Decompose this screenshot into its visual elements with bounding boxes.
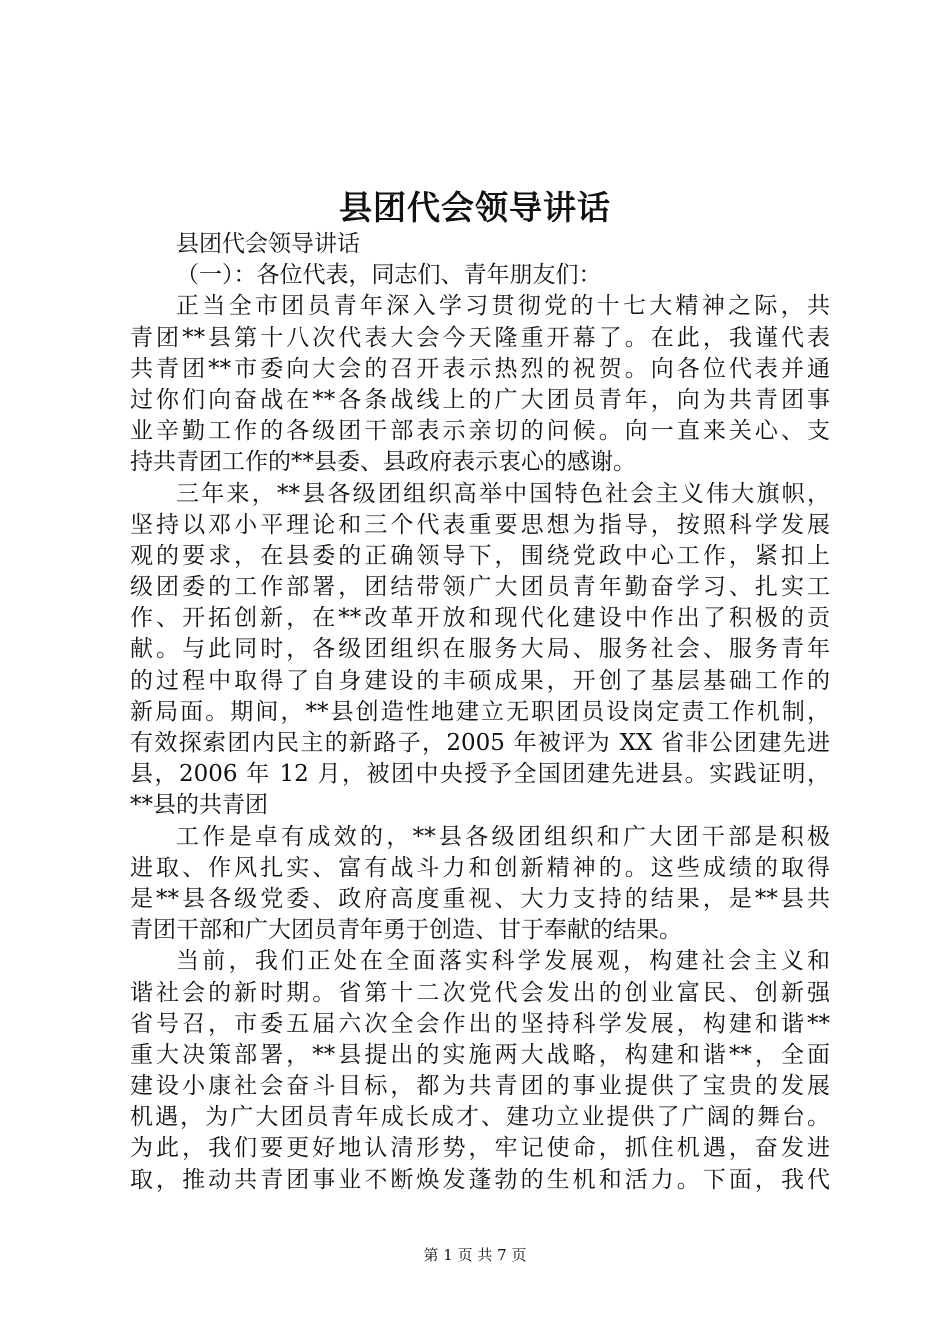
page-footer: 第 1 页 共 7 页 [423,1246,527,1264]
document-body [130,229,830,1196]
body-line: 献。与此同时，各级团组织在服务大局、服务社会、服务青年 [130,636,830,663]
body-line: 机遇，为广大团员青年成长成才、建功立业提供了广阔的舞台。 [130,1104,830,1131]
body-line: 坚持以邓小平理论和三个代表重要思想为指导，按照科学发展 [130,511,830,538]
body-line: 的过程中取得了自身建设的丰硕成果，开创了基层基础工作的 [130,667,830,694]
body-line: 是**县各级党委、政府高度重视、大力支持的结果，是**县共 [130,885,830,912]
body-line: 有效探索团内民主的新路子，2005 年被评为 XX 省非公团建先进 [130,730,830,756]
body-line: 业辛勤工作的各级团干部表示亲切的问候。向一直来关心、支 [130,418,830,445]
body-line: 工作是卓有成效的，**县各级团组织和广大团干部是积极 [176,823,830,850]
body-line: 持共青团工作的**县委、县政府表示衷心的感谢。 [130,449,636,476]
body-line: 进取、作风扎实、富有战斗力和创新精神的。这些成绩的取得 [130,854,830,881]
body-line: 省号召，市委五届六次全会作出的坚持科学发展，构建和谐** [130,1010,830,1037]
body-line: 为此，我们要更好地认清形势，牢记使命，抓住机遇，奋发进 [130,1135,830,1162]
body-line: 观的要求，在县委的正确领导下，围绕党政中心工作，紧扣上 [130,542,830,569]
body-line: 县团代会领导讲话 [176,231,360,257]
body-line: 作、开拓创新，在**改革开放和现代化建设中作出了积极的贡 [130,605,830,632]
body-line: 过你们向奋战在**各条战线上的广大团员青年，向为共青团事 [130,386,830,413]
body-line: 级团委的工作部署，团结带领广大团员青年勤奋学习、扎实工 [130,574,830,601]
document-title: 县团代会领导讲话 [339,188,611,227]
body-line: 重大决策部署，**县提出的实施两大战略，构建和谐**，全面 [130,1041,830,1068]
body-line: 新局面。期间，**县创造性地建立无职团员设岗定责工作机制， [130,698,830,725]
body-line: 正当全市团员青年深入学习贯彻党的十七大精神之际，共 [176,293,830,320]
body-line: 青团干部和广大团员青年勇于创造、甘于奉献的结果。 [130,917,682,944]
body-line: 建设小康社会奋斗目标，都为共青团的事业提供了宝贵的发展 [130,1073,830,1100]
body-line: **县的共青团 [130,792,268,819]
body-line: 当前，我们正处在全面落实科学发展观，构建社会主义和 [176,948,830,975]
body-line: 县，2006 年 12 月，被团中央授予全国团建先进县。实践证明， [130,761,830,788]
body-line: 三年来，**县各级团组织高举中国特色社会主义伟大旗帜， [176,480,830,507]
body-line: （一）：各位代表，同志们、青年朋友们： [176,262,602,289]
body-line: 共青团**市委向大会的召开表示热烈的祝贺。向各位代表并通 [130,355,830,382]
body-line: 谐社会的新时期。省第十二次党代会发出的创业富民、创新强 [130,979,830,1006]
body-line: 取，推动共青团事业不断焕发蓬勃的生机和活力。下面，我代 [130,1166,830,1193]
body-line: 青团**县第十八次代表大会今天隆重开幕了。在此，我谨代表 [130,324,830,351]
